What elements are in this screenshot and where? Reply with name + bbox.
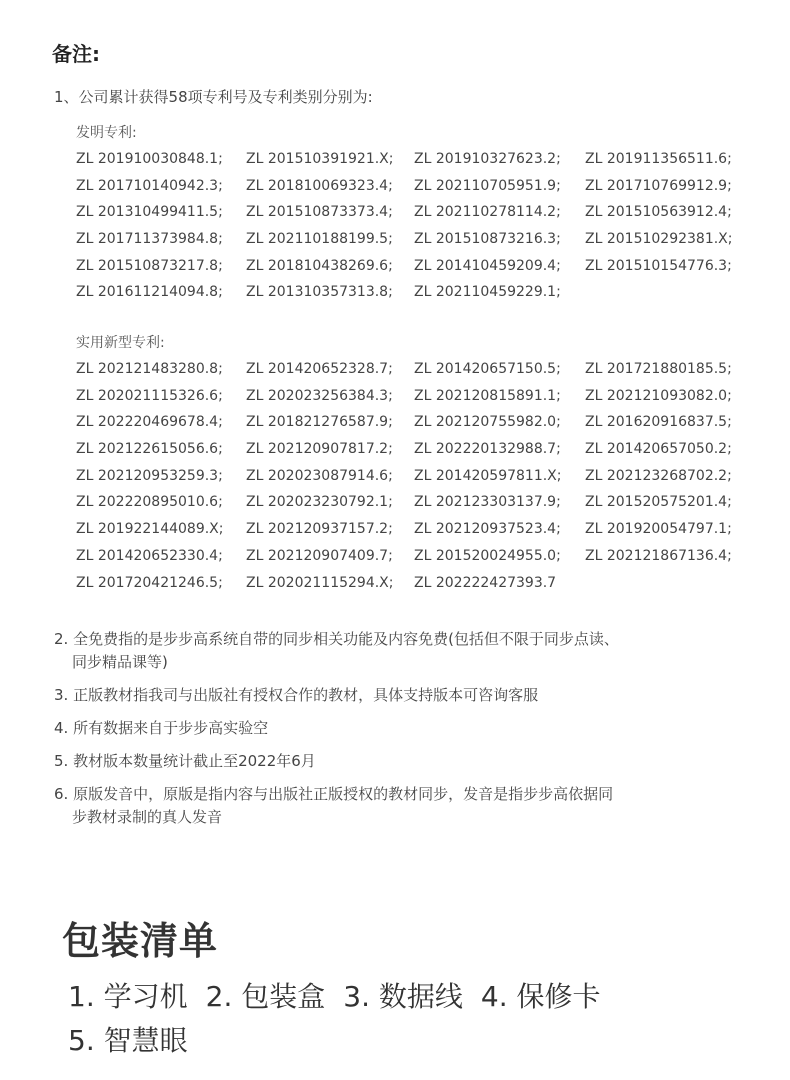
packing-item: 2. 包装盒 xyxy=(205,980,326,1013)
patent-number: ZL 202021115326.6; xyxy=(76,387,223,404)
patent-number: ZL 202120907817.2; xyxy=(246,441,393,458)
utility-patents-label: 实用新型专利: xyxy=(76,335,165,351)
invention-patents xyxy=(76,123,761,309)
patent-number: ZL 202120937523.4; xyxy=(414,521,561,538)
patent-number: ZL 202123303137.9; xyxy=(414,494,561,511)
patent-number: ZL 201720421246.5; xyxy=(76,574,223,591)
patent-number: ZL 202110459229.1; xyxy=(414,284,561,301)
note-line: 5. 教材版本数量统计截止至2022年6月 xyxy=(54,752,316,770)
patent-number: ZL 201420652330.4; xyxy=(76,547,223,564)
packing-item: 5. 智慧眼 xyxy=(68,1024,188,1057)
utility-patents xyxy=(76,333,761,599)
packing-list xyxy=(68,975,619,1063)
patent-number: ZL 201620916837.5; xyxy=(585,414,732,431)
patent-number: ZL 201920054797.1; xyxy=(585,521,732,538)
patent-number: ZL 202023087914.6; xyxy=(246,467,393,484)
patent-number: ZL 202023256384.3; xyxy=(246,387,393,404)
patent-number: ZL 202222427393.7 xyxy=(414,574,557,591)
patent-number: ZL 201821276587.9; xyxy=(246,414,393,431)
packing-item: 1. 学习机 xyxy=(68,980,188,1013)
patent-number: ZL 202121093082.0; xyxy=(585,387,732,404)
patent-number: ZL 202220132988.7; xyxy=(414,441,561,458)
patent-number: ZL 202122615056.6; xyxy=(76,441,223,458)
packing-item: 3. 数据线 xyxy=(343,980,463,1013)
note-item xyxy=(54,750,744,773)
note-item xyxy=(54,783,744,829)
packing-row xyxy=(68,975,619,1019)
patent-number: ZL 201310499411.5; xyxy=(76,204,223,221)
packing-list-title: 包装清单 xyxy=(62,919,219,963)
patent-number: ZL 201510391921.X; xyxy=(246,151,394,167)
patent-intro: 1、公司累计获得58项专利号及专利类别分别为: xyxy=(54,88,373,106)
patent-number: ZL 202220895010.6; xyxy=(76,494,223,511)
patent-number: ZL 202110278114.2; xyxy=(414,204,561,221)
patent-number: ZL 202123268702.2; xyxy=(585,467,732,484)
notes-title: 备注: xyxy=(52,42,100,66)
patent-number: ZL 201510873217.8; xyxy=(76,257,223,274)
patent-number: ZL 201910327623.2; xyxy=(414,151,561,167)
patent-number: ZL 202023230792.1; xyxy=(246,494,393,511)
patent-number: ZL 201710769912.9; xyxy=(585,177,732,194)
patent-number: ZL 201420657150.5; xyxy=(414,361,561,377)
patent-number: ZL 202121483280.8; xyxy=(76,361,223,377)
patent-number: ZL 202120953259.3; xyxy=(76,467,223,484)
patent-number: ZL 201420657050.2; xyxy=(585,441,732,458)
patent-number: ZL 201510563912.4; xyxy=(585,204,732,221)
patent-number: ZL 201310357313.8; xyxy=(246,284,393,301)
patent-number: ZL 201710140942.3; xyxy=(76,177,223,194)
note-line: 2. 全免费指的是步步高系统自带的同步相关功能及内容免费(包括但不限于同步点读、 xyxy=(54,630,619,648)
note-item xyxy=(54,684,744,707)
notes-list xyxy=(54,628,744,839)
patent-number: ZL 201420597811.X; xyxy=(414,467,562,484)
patent-number: ZL 201721880185.5; xyxy=(585,361,732,377)
patent-number: ZL 201910030848.1; xyxy=(76,151,223,167)
patent-number: ZL 202121867136.4; xyxy=(585,547,732,564)
note-line: 步教材录制的真人发音 xyxy=(72,808,223,826)
patent-number: ZL 201810069323.4; xyxy=(246,177,393,194)
note-item xyxy=(54,717,744,740)
utility-patent-grid xyxy=(76,359,761,599)
note-line: 4. 所有数据来自于步步高实验空 xyxy=(54,719,269,737)
patent-number: ZL 202120755982.0; xyxy=(414,414,561,431)
patent-number: ZL 201520575201.4; xyxy=(585,494,732,511)
patent-number: ZL 201420652328.7; xyxy=(246,361,393,377)
patent-number: ZL 201810438269.6; xyxy=(246,257,393,274)
patent-number: ZL 202220469678.4; xyxy=(76,414,223,431)
patent-number: ZL 202120815891.1; xyxy=(414,387,561,404)
note-line: 6. 原版发音中，原版是指内容与出版社正版授权的教材同步，发音是指步步高依据同 xyxy=(54,785,614,803)
patent-number: ZL 201510292381.X; xyxy=(585,231,733,248)
patent-number: ZL 202110188199.5; xyxy=(246,231,393,248)
note-line: 3. 正版教材指我司与出版社有授权合作的教材，具体支持版本可咨询客服 xyxy=(54,686,539,704)
patent-number: ZL 202021115294.X; xyxy=(246,574,394,591)
patent-number: ZL 201510873216.3; xyxy=(414,231,561,248)
patent-number: ZL 202120907409.7; xyxy=(246,547,393,564)
note-item xyxy=(54,628,744,674)
packing-item: 4. 保修卡 xyxy=(480,980,601,1013)
patent-number: ZL 201922144089.X; xyxy=(76,521,224,538)
packing-row xyxy=(68,1019,619,1063)
invention-patents-label: 发明专利: xyxy=(76,125,137,141)
patent-number: ZL 201510154776.3; xyxy=(585,257,732,274)
invention-patent-grid xyxy=(76,149,761,309)
patent-number: ZL 201611214094.8; xyxy=(76,284,223,301)
patent-number: ZL 202120937157.2; xyxy=(246,521,393,538)
patent-number: ZL 201711373984.8; xyxy=(76,231,223,248)
note-line: 同步精品课等) xyxy=(72,653,168,671)
patent-number: ZL 201911356511.6; xyxy=(585,151,732,167)
patent-number: ZL 202110705951.9; xyxy=(414,177,561,194)
patent-number: ZL 201520024955.0; xyxy=(414,547,561,564)
patent-number: ZL 201510873373.4; xyxy=(246,204,393,221)
patent-number: ZL 201410459209.4; xyxy=(414,257,561,274)
